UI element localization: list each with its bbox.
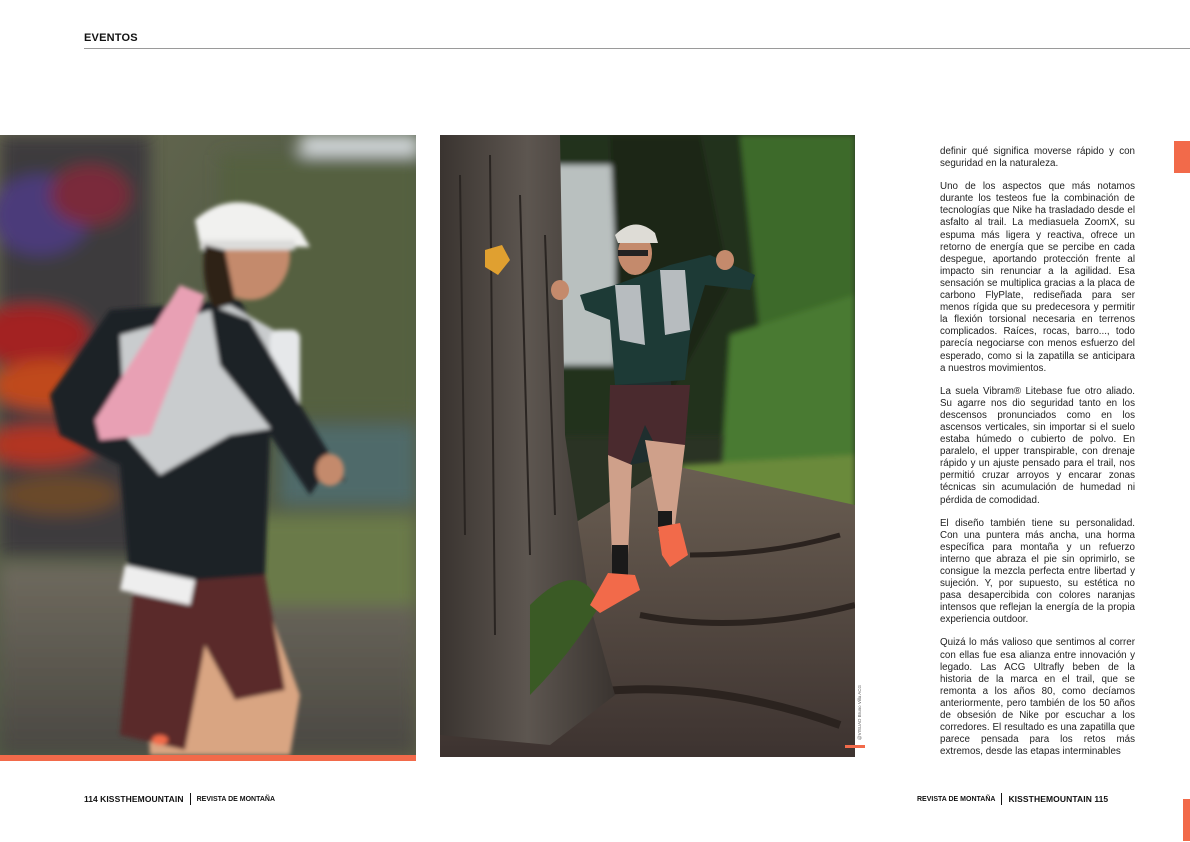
brand-name-left: KISSTHEMOUNTAIN [100,794,184,804]
page-number-left: 114 [84,794,98,804]
footer-left [84,793,275,805]
page-number-right: 115 [1094,794,1109,804]
article-column [940,146,1135,769]
side-tab-top [1174,141,1190,173]
accent-bar-left [0,755,416,761]
article-paragraph: El diseño también tiene su personalidad. Con una puntera más ancha, una horma específica para montaña y un refuerzo interno que abraza el pie sin oprimirlo, se consigue la mezcla perfecta entre libertad y sujeción. Y, por supuesto, su estética no pasa desapercibida con colores naranjas intensos que reflejan la energía de la propia experiencia outdoor. [940,517,1135,626]
photo-trail-right [440,135,855,757]
photo-credit: @VISUAD Bruno Villa ACG [857,684,862,740]
footer-right [917,793,1108,805]
tagline-right: REVISTA DE MONTAÑA [917,795,996,803]
header-rule [84,48,1190,49]
article-paragraph: La suela Vibram® Litebase fue otro aliado. Su agarre nos dio seguridad tanto en los descensos pronunciados como en los ascensos verticales, sin importar si el suelo estaba húmedo o cubierto de polvo. En paralelo, el upper transpirable, con drenaje rápido y un ajuste pensado para el trail, nos permitió cruzar arroyos y encarar zonas técnicas sin acumulación de humedad ni pérdida de comodidad. [940,385,1135,506]
tagline-left: REVISTA DE MONTAÑA [196,795,276,803]
article-paragraph: Quizá lo más valioso que sentimos al correr con ellas fue esa alianza entre innovación y legado. Las ACG Ultrafly beben de la historia de la marca en el trail, que se remonta a los años 80, como decíamos anteriormente, pero también de los 50 años de obsesión de Nike por escuchar a los corredores. El resultado es una zapatilla que parece pensada para los retos más extremos, desde las etapas interminables [940,637,1135,758]
brand-name-right: KISSTHEMOUNTAIN [1008,794,1092,804]
section-label: EVENTOS [84,32,138,44]
accent-tick-right [845,745,865,748]
side-tab-bottom [1183,799,1190,841]
photo-runner-left [0,135,416,755]
footer-separator [1001,793,1002,805]
article-paragraph: definir qué significa moverse rápido y con seguridad en la naturaleza. [940,146,1135,170]
article-paragraph: Uno de los aspectos que más notamos durante los testeos fue la combinación de tecnologías que Nike ha trasladado desde el asfalto al trail. La mediasuela ZoomX, su espuma más ligera y reactiva, ofrece un retorno de energía que se percibe en cada despegue, aportando protección frente al impacto sin renunciar a la agilidad. Esa sensación se multiplica gracias a la placa de carbono FlyPlate, rediseñada para ser menos rígida que su predecesora y permitir la flexión torsional necesaria en terrenos complicados. Raíces, rocas, barro..., todo parecía negociarse con menos esfuerzo del esperado, como si la zapatilla se anticipara a nuestros movimientos. [940,181,1135,374]
footer-separator [190,793,191,805]
